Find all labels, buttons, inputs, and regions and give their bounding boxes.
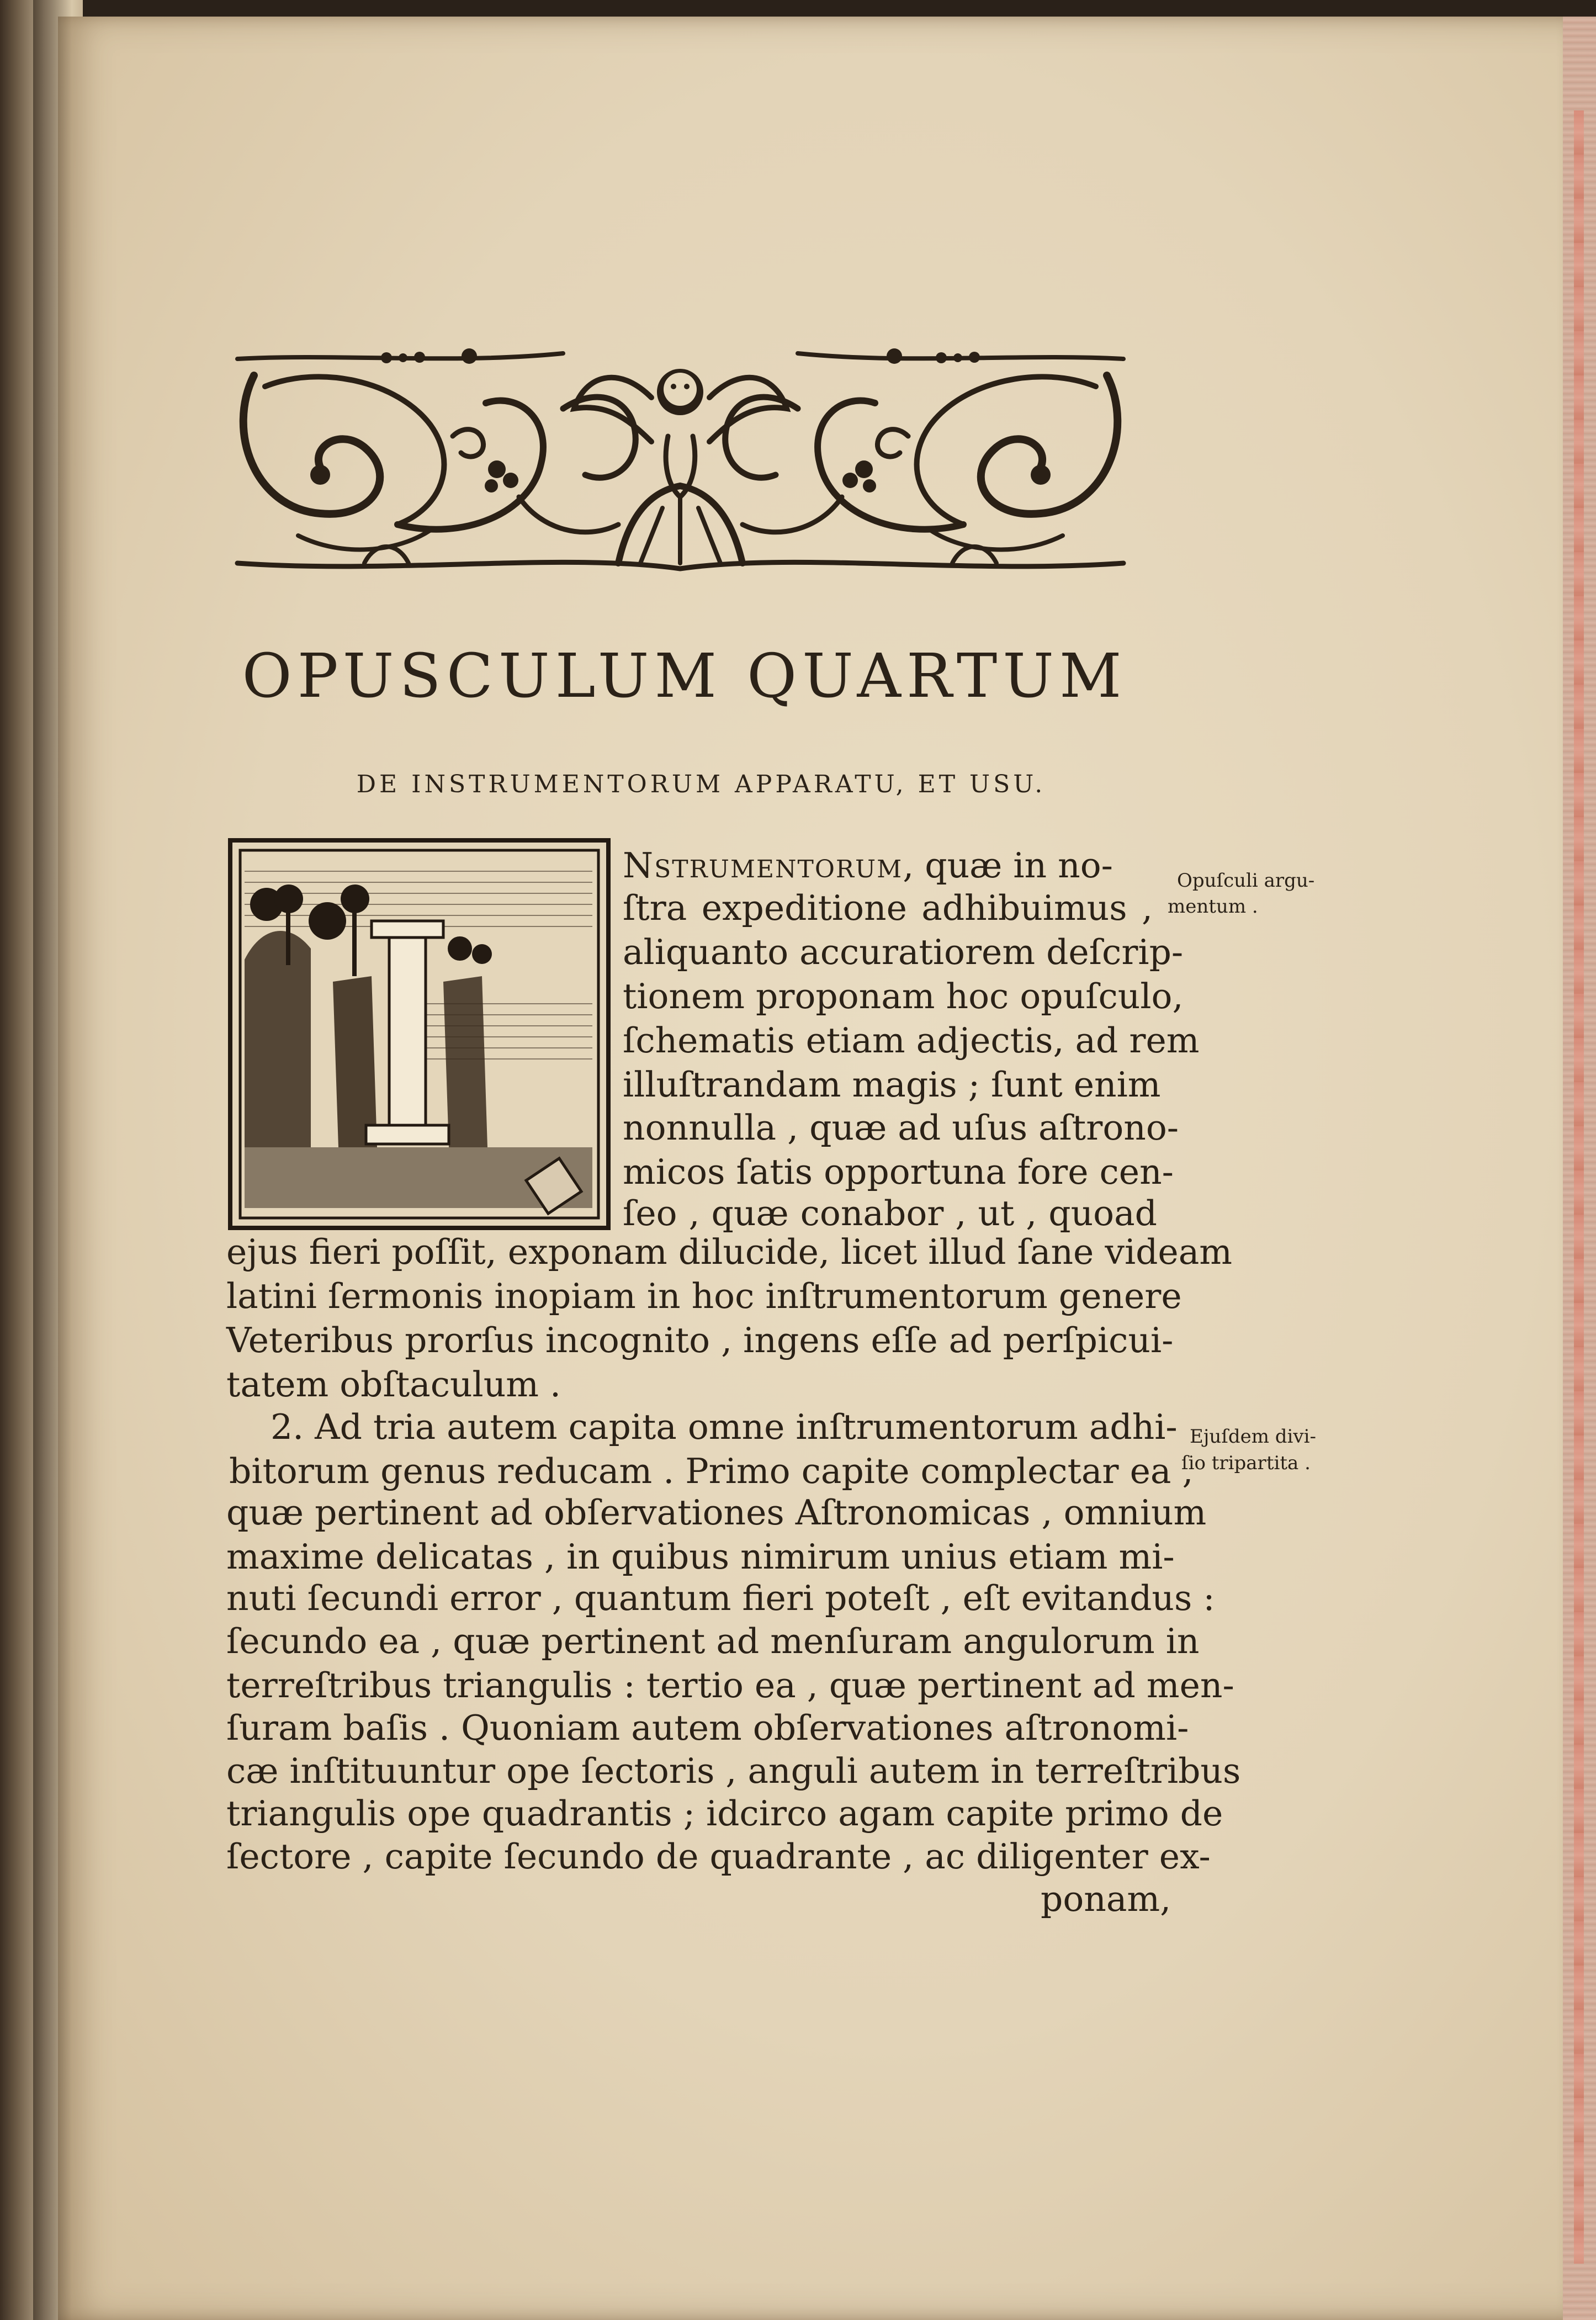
paragraph1-line: tatem obſtaculum . <box>226 1364 561 1405</box>
paragraph2-line: triangulis ope quadrantis ; idcirco agam capite primo de <box>226 1793 1223 1834</box>
marginal-note-line: Ejuſdem divi- <box>1190 1426 1316 1448</box>
paragraph1-line: ſeo , quæ conabor , ut , quoad <box>623 1193 1157 1233</box>
paragraph2-line: ponam, <box>1041 1879 1171 1919</box>
paragraph2-line: ſuram baſis . Quoniam autem obſervationes aſtronomi- <box>226 1708 1189 1748</box>
marginal-note-line: Opuſculi argu- <box>1177 870 1315 892</box>
paragraph2-line: ſecundo ea , quæ pertinent ad menſuram angulorum in <box>226 1621 1200 1661</box>
paragraph1-line-1: Nstrumentorum, quæ in no- <box>623 845 1113 886</box>
paragraph1-line: ſtra expeditione adhibuimus , <box>623 888 1153 928</box>
paragraph1-line: ſchematis etiam adjectis, ad rem <box>623 1020 1200 1061</box>
paragraph2-line: nuti ſecundi error , quantum fieri poteſt , eſt evitandus : <box>226 1578 1215 1618</box>
decorated-initial-block <box>228 838 611 1230</box>
paragraph2-line: bitorum genus reducam . Primo capite complectar ea , <box>229 1451 1194 1491</box>
paragraph1-line: tionem proponam hoc opuſculo, <box>623 976 1184 1016</box>
red-edge-stain <box>1574 110 1584 2264</box>
paragraph2-line: cæ inſtituuntur ope ſectoris , anguli autem in terreſtribus <box>226 1751 1241 1791</box>
paragraph2-line: 2. Ad tria autem capita omne inſtrumentorum adhi- <box>271 1407 1178 1447</box>
marginal-note-line: mentum . <box>1168 896 1258 918</box>
page-subtitle: DE INSTRUMENTORUM APPARATU, ET USU. <box>356 770 1046 798</box>
marginal-note-line: ſio tripartita . <box>1181 1452 1311 1474</box>
paragraph1-line: ejus fieri poſſit, exponam dilucide, licet illud ſane videam <box>226 1232 1233 1272</box>
paragraph1-line: aliquanto accuratiorem deſcrip- <box>623 932 1184 972</box>
paragraph1-line: micos ſatis opportuna fore cen- <box>623 1152 1174 1192</box>
paragraph2-line: ſectore , capite ſecundo de quadrante , ac diligenter ex- <box>226 1836 1211 1877</box>
paragraph1-line: illuſtrandam magis ; ſunt enim <box>623 1064 1161 1105</box>
spine-shadow <box>33 0 72 2320</box>
headpiece-ornament-icon <box>232 331 1129 596</box>
paragraph2-line: maxime delicatas , in quibus nimirum unius etiam mi- <box>226 1537 1175 1577</box>
paragraph1-line: nonnulla , quæ ad uſus aſtrono- <box>623 1108 1179 1148</box>
paragraph1-line: Veteribus prorſus incognito , ingens eſſe ad perſpicui- <box>226 1320 1174 1360</box>
paragraph1-line: latini ſermonis inopiam in hoc inſtrumentorum genere <box>226 1276 1182 1316</box>
paragraph2-line: terreſtribus triangulis : tertio ea , quæ pertinent ad men- <box>226 1665 1234 1705</box>
page-title: OPUSCULUM QUARTUM <box>242 640 1127 711</box>
paragraph1-first-word: Nstrumentorum <box>623 845 903 886</box>
paragraph2-line: quæ pertinent ad obſervationes Aſtronomicas , omnium <box>226 1492 1207 1533</box>
